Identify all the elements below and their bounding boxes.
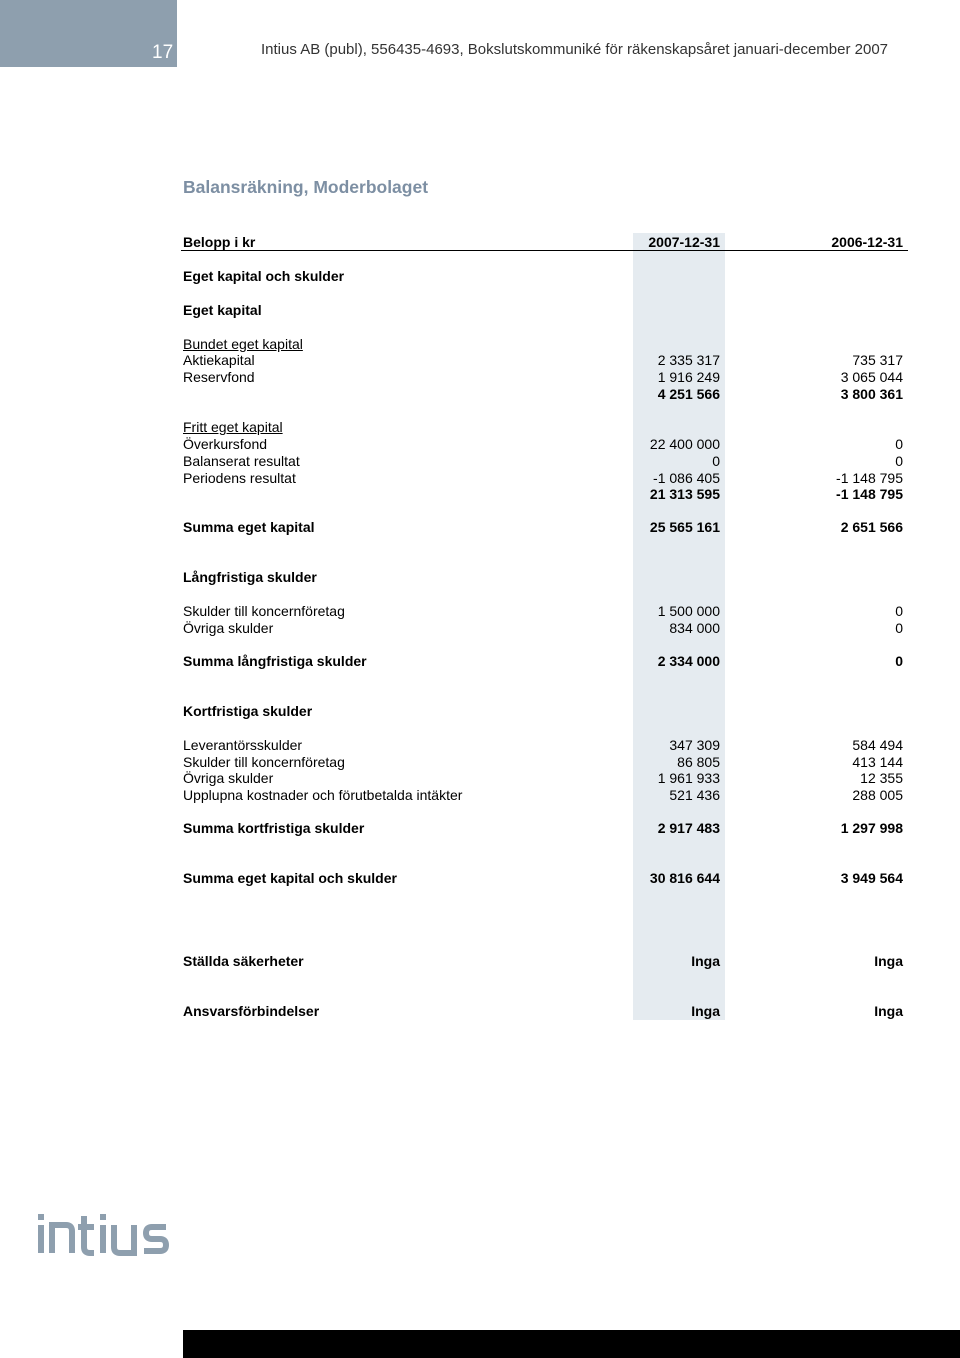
column-header-label: Belopp i kr	[183, 234, 256, 250]
value-2006: Inga	[874, 1003, 903, 1019]
header-divider	[181, 250, 908, 251]
value-2006: 1 297 998	[840, 820, 903, 836]
section-heading: Eget kapital och skulder	[183, 268, 345, 284]
row-label: Leverantörsskulder	[183, 737, 303, 753]
subtotal-2006: -1 148 795	[836, 486, 903, 502]
value-2006: 2 651 566	[840, 519, 903, 535]
value-2007: 2 335 317	[657, 352, 720, 368]
value-2007: 347 309	[669, 737, 720, 753]
value-2006: -1 148 795	[836, 470, 903, 486]
page-number-box	[0, 0, 177, 67]
value-2006: 0	[895, 436, 903, 452]
page-title: Balansräkning, Moderbolaget	[183, 177, 429, 197]
row-label: Reservfond	[183, 369, 255, 385]
subsection-heading: Fritt eget kapital	[183, 419, 283, 435]
row-label: Summa långfristiga skulder	[183, 653, 367, 669]
value-2006: 0	[895, 653, 903, 669]
value-2006: 413 144	[852, 754, 903, 770]
value-2006: 0	[895, 620, 903, 636]
column-header-2006: 2006-12-31	[831, 234, 903, 250]
value-2007: 1 500 000	[657, 603, 720, 619]
subtotal-2007: 4 251 566	[657, 386, 720, 402]
row-label: Övriga skulder	[183, 770, 274, 786]
page-number: 17	[152, 42, 174, 63]
row-label: Övriga skulder	[183, 620, 274, 636]
row-label: Aktiekapital	[183, 352, 255, 368]
row-label: Summa kortfristiga skulder	[183, 820, 365, 836]
value-2006: Inga	[874, 953, 903, 969]
value-2007: 22 400 000	[649, 436, 720, 452]
row-label: Skulder till koncernföretag	[183, 754, 345, 770]
value-2007: Inga	[691, 953, 720, 969]
value-2007: 1 961 933	[657, 770, 720, 786]
value-2007: 86 805	[677, 754, 720, 770]
subtotal-2007: 21 313 595	[649, 486, 720, 502]
value-2006: 12 355	[860, 770, 903, 786]
value-2007: 25 565 161	[649, 519, 720, 535]
row-label: Överkursfond	[183, 436, 268, 452]
value-2007: -1 086 405	[653, 470, 720, 486]
footer-bar	[183, 1330, 960, 1358]
value-2007: 2 917 483	[657, 820, 720, 836]
value-2007: Inga	[691, 1003, 720, 1019]
value-2007: 521 436	[669, 787, 720, 803]
row-label: Upplupna kostnader och förutbetalda intäkter	[183, 787, 463, 803]
section-heading: Kortfristiga skulder	[183, 703, 313, 719]
value-2006: 735 317	[852, 352, 903, 368]
document-header: Intius AB (publ), 556435-4693, Bokslutskommuniké för räkenskapsåret januari-december 2007	[261, 41, 889, 58]
column-header-2007: 2007-12-31	[648, 234, 720, 250]
value-2007: 0	[712, 453, 720, 469]
row-label: Ställda säkerheter	[183, 953, 304, 969]
value-2006: 584 494	[852, 737, 903, 753]
section-heading: Eget kapital	[183, 302, 262, 318]
value-2006: 3 065 044	[840, 369, 903, 385]
value-2007: 1 916 249	[657, 369, 720, 385]
subsection-heading: Bundet eget kapital	[183, 336, 303, 352]
subtotal-2006: 3 800 361	[840, 386, 903, 402]
row-label: Skulder till koncernföretag	[183, 603, 345, 619]
value-2007: 30 816 644	[649, 870, 720, 886]
row-label: Periodens resultat	[183, 470, 296, 486]
row-label: Balanserat resultat	[183, 453, 300, 469]
row-label: Summa eget kapital och skulder	[183, 870, 397, 886]
intius-logo	[36, 1208, 186, 1258]
row-label: Ansvarsförbindelser	[183, 1003, 320, 1019]
value-2007: 834 000	[669, 620, 720, 636]
value-2006: 0	[895, 453, 903, 469]
value-2006: 0	[895, 603, 903, 619]
section-heading: Långfristiga skulder	[183, 569, 317, 585]
value-2006: 3 949 564	[840, 870, 903, 886]
value-2007: 2 334 000	[657, 653, 720, 669]
value-2006: 288 005	[852, 787, 903, 803]
row-label: Summa eget kapital	[183, 519, 315, 535]
